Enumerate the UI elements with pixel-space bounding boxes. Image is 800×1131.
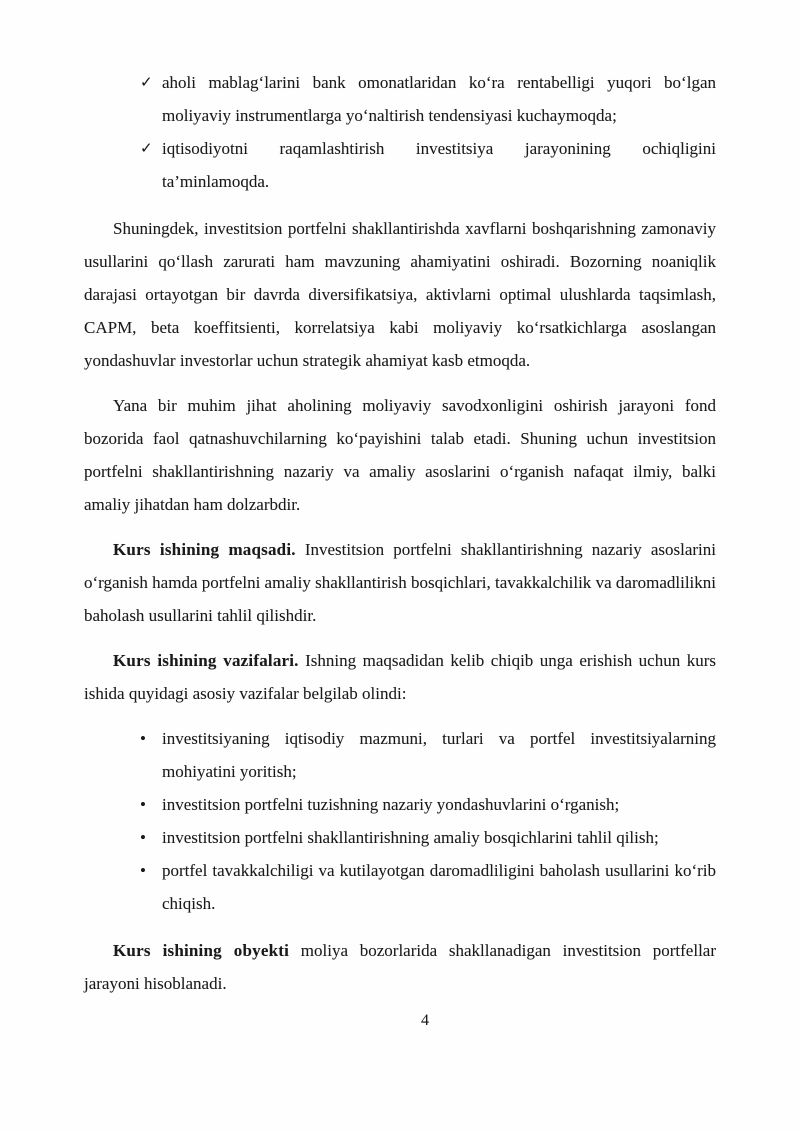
task-list-item — [84, 854, 716, 920]
paragraph-text: Yana bir muhim jihat aholining moliyaviy savodxonligini oshirish jarayoni fond bozorida faol qatnashuvchilarning ko‘payishini talab etadi. Shuning uchun investitsion portfelni shakllantirishning nazariy va amaliy asoslarini o‘rganish nafaqat ilmiy, balki amaliy jihatdan ham dolzarbdir. — [84, 396, 716, 514]
check-list-item-text: iqtisodiyotni raqamlashtirish investitsiya jarayonining ochiqligini ta’minlamoqda. — [162, 139, 716, 191]
checkmark-icon: ✓ — [140, 139, 153, 157]
check-list — [84, 66, 716, 198]
paragraph-course-object — [84, 934, 716, 1000]
paragraph-course-goal — [84, 533, 716, 632]
task-list-item-text: portfel tavakkalchiligi va kutilayotgan daromadliligini baholash usullarini ko‘rib chiqish. — [162, 861, 716, 913]
paragraph-lead: Kurs ishining maqsadi. — [113, 540, 296, 559]
paragraph-risk-management — [84, 212, 716, 377]
paragraph-text: moliya bozorlarida shakllanadigan investitsion portfellar jarayoni hisoblanadi. — [84, 941, 716, 993]
page-number: 4 — [421, 1012, 429, 1029]
task-list-item — [84, 788, 716, 821]
task-list-item-text: investitsiyaning iqtisodiy mazmuni, turlari va portfel investitsiyalarning mohiyatini yoritish; — [162, 729, 716, 781]
paragraph-course-tasks — [84, 644, 716, 710]
task-list-item — [84, 821, 716, 854]
paragraph-lead: Kurs ishining obyekti — [113, 941, 290, 960]
bullet-icon: • — [140, 861, 146, 880]
bullet-icon: • — [140, 729, 146, 748]
check-list-item — [84, 132, 716, 198]
paragraph-financial-literacy — [84, 389, 716, 521]
checkmark-icon: ✓ — [140, 73, 153, 91]
task-list-item-text: investitsion portfelni shakllantirishning amaliy bosqichlarini tahlil qilish; — [162, 828, 659, 847]
paragraph-lead: Kurs ishining vazifalari. — [113, 651, 299, 670]
paragraph-text: Shuningdek, investitsion portfelni shakllantirishda xavflarni boshqarishning zamonaviy usullarini qo‘llash zarurati ham mavzuning ahamiyatini oshiradi. Bozorning noaniqlik darajasi ortayotgan bir davrda diversifikatsiya, aktivlarni optimal ulushlarda taqsimlash, CAPM, beta koeffitsienti, korrelatsiya kabi moliyaviy ko‘rsatkichlarga asoslangan yondashuvlar investorlar uchun strategik ahamiyat kasb etmoqda. — [84, 219, 716, 370]
bullet-icon: • — [140, 828, 146, 847]
task-list-item-text: investitsion portfelni tuzishning nazariy yondashuvlarini o‘rganish; — [162, 795, 620, 814]
task-list-item — [84, 722, 716, 788]
bullet-icon: • — [140, 795, 146, 814]
task-list — [84, 722, 716, 920]
paragraph-text: Ishning maqsadidan kelib chiqib unga erishish uchun kurs ishida quyidagi asosiy vazifalar belgilab olindi: — [84, 651, 716, 703]
check-list-item — [84, 66, 716, 132]
paragraph-text: Investitsion portfelni shakllantirishning nazariy asoslarini o‘rganish hamda portfelni amaliy shakllantirish bosqichlari, tavakkalchilik va daromadlilikni baholash usullarini tahlil qilishdir. — [84, 540, 716, 625]
check-list-item-text: aholi mablag‘larini bank omonatlaridan ko‘ra rentabelligi yuqori bo‘lgan moliyaviy instrumentlarga yo‘naltirish tendensiyasi kuchaymoqda; — [162, 73, 716, 125]
